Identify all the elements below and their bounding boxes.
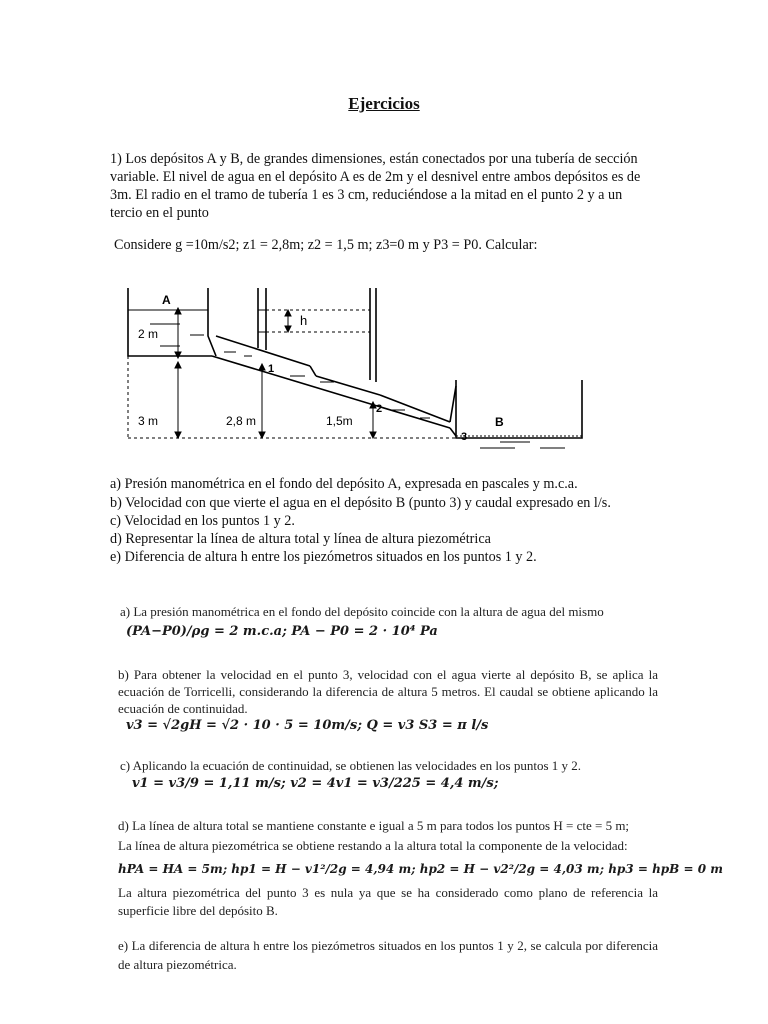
question-e: e) Diferencia de altura h entre los piezómetros situados en los puntos 1 y 2.: [110, 549, 537, 565]
dim-2-8m: 2,8 m: [226, 414, 257, 428]
answer-b-equation: v3 = √2gH = √2 · 10 · 5 = 10m/s; Q = v3 S3 = π l/s: [126, 718, 489, 733]
answer-b-text: b) Para obtener la velocidad en el punto 3, velocidad con el agua vierte al depósito B, se aplica la ecuación de Torricelli, considerando la diferencia de altura 5 metros. El caudal se obtiene aplicando la ecuación de continuidad.: [118, 667, 658, 716]
problem-statement: 1) Los depósitos A y B, de grandes dimensiones, están conectados por una tubería de sección variable. El nivel de agua en el depósito A es de 2m y el desnivel entre ambos depósitos es de 3m. El radio en el tramo de tubería 1 es 3 cm, reduciéndose a la mitad en el punto 2 y a un tercio en el punto: [110, 151, 641, 221]
page-title: Ejercicios: [348, 94, 420, 113]
tank-a-right-wall: [208, 288, 216, 356]
dim-3m: 3 m: [138, 414, 159, 428]
answer-c-equation: v1 = v3/9 = 1,11 m/s; v2 = 4v1 = v3/225 = 4,4 m/s;: [132, 776, 499, 791]
label-point-2: 2: [376, 403, 383, 415]
question-c: c) Velocidad en los puntos 1 y 2.: [110, 513, 295, 529]
answer-a-text: a) La presión manométrica en el fondo del depósito coincide con la altura de agua del mismo: [120, 604, 604, 619]
label-point-1: 1: [268, 363, 275, 375]
answer-d-text-2: La línea de altura piezométrica se obtiene restando a la altura total la componente de la velocidad:: [118, 838, 628, 853]
answer-c-text: c) Aplicando la ecuación de continuidad, se obtienen las velocidades en los puntos 1 y 2.: [120, 758, 582, 773]
tank-b-wall: [456, 380, 582, 438]
dim-2m: 2 m: [138, 327, 159, 341]
answer-d-text-3: La altura piezométrica del punto 3 es nula ya que se ha considerado como plano de referencia la superficie libre del depósito B.: [118, 885, 658, 918]
label-a: A: [162, 293, 171, 307]
answer-d-text-1: d) La línea de altura total se mantiene constante e igual a 5 m para todos los puntos H = cte = 5 m;: [118, 818, 630, 833]
answer-a-equation: (PA−P0)/ρg = 2 m.c.a; PA − P0 = 2 · 10⁴ Pa: [126, 624, 438, 639]
question-a: a) Presión manométrica en el fondo del depósito A, expresada en pascales y m.c.a.: [110, 476, 578, 492]
label-point-3: 3: [461, 431, 468, 443]
answer-e-text: e) La diferencia de altura h entre los piezómetros situados en los puntos 1 y 2, se calcula por diferencia de altura piezométrica.: [118, 938, 658, 972]
label-h: h: [300, 313, 308, 328]
answer-d-equation: hPA = HA = 5m; hp1 = H − v1²/2g = 4,94 m; hp2 = H − v2²/2g = 4,03 m; hp3 = hpB = 0 m: [118, 862, 723, 876]
dim-1-5m: 1,5m: [326, 414, 353, 428]
question-b: b) Velocidad con que vierte el agua en el depósito B (punto 3) y caudal expresado en l/s.: [110, 495, 611, 511]
problem-conditions: Considere g =10m/s2; z1 = 2,8m; z2 = 1,5 m; z3=0 m y P3 = P0. Calcular:: [114, 237, 538, 253]
label-b: B: [495, 415, 504, 429]
tank-pipe-diagram: [120, 280, 590, 460]
question-d: d) Representar la línea de altura total y línea de altura piezométrica: [110, 531, 491, 547]
